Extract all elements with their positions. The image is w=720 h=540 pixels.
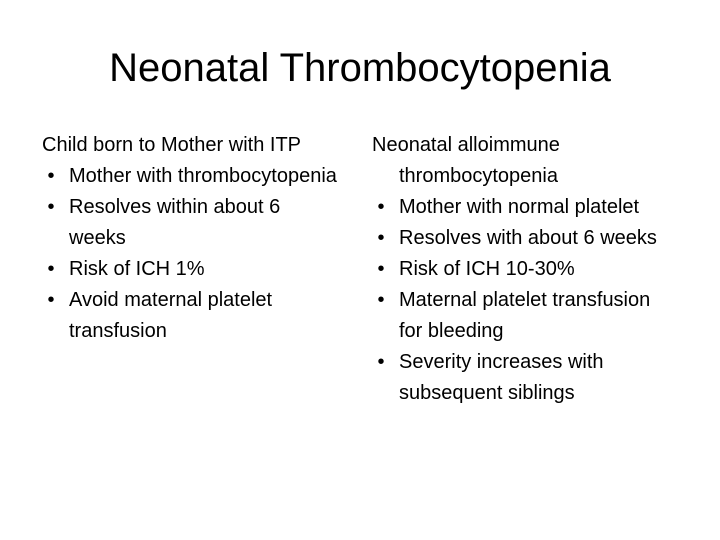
left-column-heading: Child born to Mother with ITP (42, 134, 301, 156)
list-item (372, 285, 672, 347)
bullet-icon: • (47, 258, 55, 280)
bullet-icon: • (377, 258, 385, 280)
bullet-icon: • (377, 196, 385, 218)
bullet-text: Severity increases with subsequent siblings (399, 351, 604, 404)
bullet-icon: • (377, 289, 385, 311)
list-item (42, 192, 342, 254)
list-item (42, 285, 342, 347)
bullet-text: Risk of ICH 10-30% (399, 258, 575, 280)
left-bullet-list (42, 161, 342, 347)
left-column (42, 130, 342, 347)
right-bullet-list (372, 192, 672, 409)
bullet-icon: • (377, 227, 385, 249)
bullet-text: Resolves with about 6 weeks (399, 227, 657, 249)
right-column (372, 130, 672, 409)
bullet-icon: • (47, 196, 55, 218)
bullet-text: Resolves within about 6 weeks (69, 196, 281, 249)
bullet-icon: • (47, 289, 55, 311)
bullet-text: Avoid maternal platelet transfusion (69, 289, 273, 342)
list-item (372, 347, 672, 409)
right-column-heading: Neonatal alloimmune thrombocytopenia (372, 134, 560, 187)
bullet-icon: • (47, 165, 55, 187)
list-item (372, 254, 672, 285)
bullet-text: Maternal platelet transfusion for bleeding (399, 289, 651, 342)
list-item (372, 223, 672, 254)
slide-title: Neonatal Thrombocytopenia (109, 46, 611, 90)
bullet-icon: • (377, 351, 385, 373)
list-item (42, 161, 342, 192)
list-item (372, 192, 672, 223)
bullet-text: Risk of ICH 1% (69, 258, 205, 280)
bullet-text: Mother with thrombocytopenia (69, 165, 337, 187)
bullet-text: Mother with normal platelet (399, 196, 640, 218)
list-item (42, 254, 342, 285)
